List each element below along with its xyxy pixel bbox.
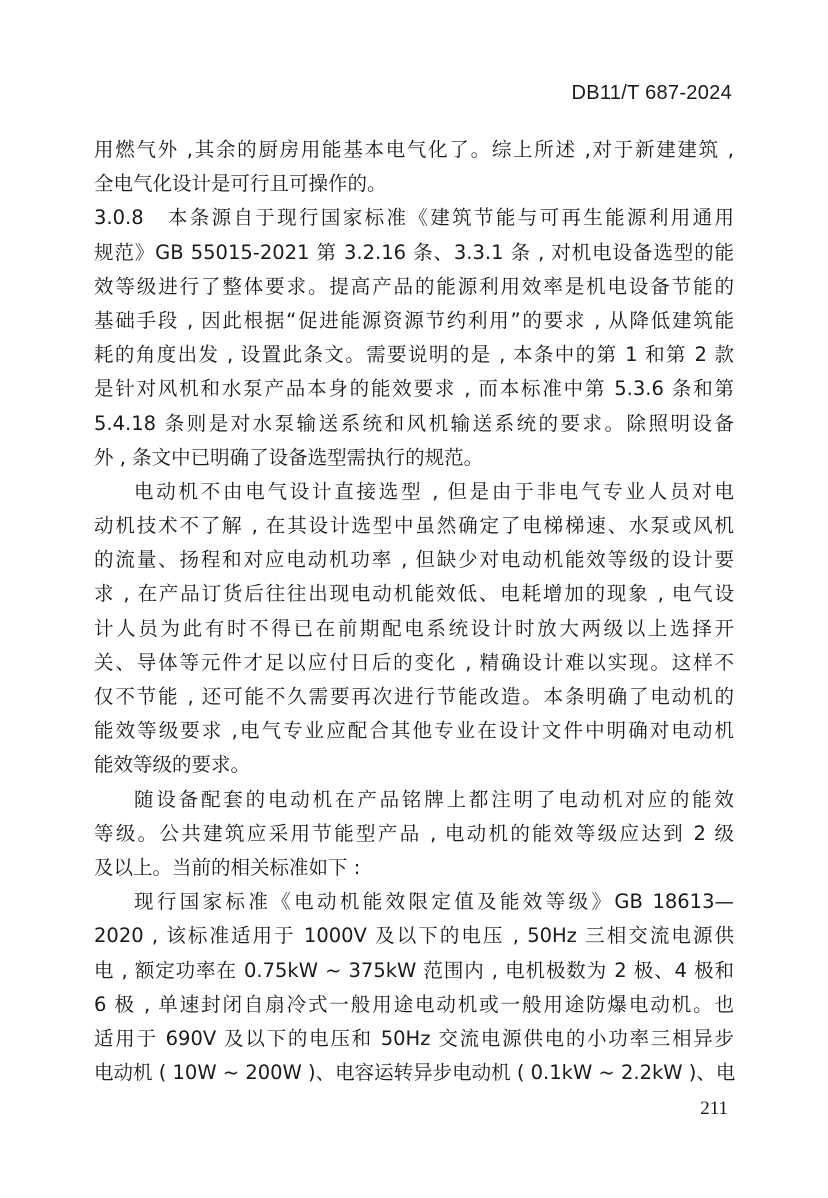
text-line: 等级。公共建筑应采用节能型产品 , 电动机的能效等级应达到 2 级 bbox=[94, 821, 734, 845]
text-line: 效等级进行了整体要求。提高产品的能源利用效率是机电设备节能的 bbox=[94, 274, 734, 298]
text-line: 的流量、扬程和对应电动机功率 , 但缺少对电动机能效等级的设计要 bbox=[94, 548, 734, 572]
text-line: 外 , 条文中已明确了设备选型需执行的规范。 bbox=[94, 445, 484, 469]
text-line: 能效等级的要求。 bbox=[94, 753, 251, 777]
text-line: 关、导体等元件才足以应付日后的变化 , 精确设计难以实现。这样不 bbox=[94, 650, 734, 674]
text-line: 电动机 ( 10W ~ 200W )、电容运转异步电动机 ( 0.1kW ~ 2.2kW )、电 bbox=[94, 1061, 736, 1085]
text-line: 全电气化设计是可行且可操作的。 bbox=[94, 172, 387, 196]
text-line: 适用于 690V 及以下的电压和 50Hz 交流电源供电的小功率三相异步 bbox=[94, 1026, 734, 1050]
text-line: 计人员为此有时不得已在前期配电系统设计时放大两级以上选择开 bbox=[94, 616, 734, 640]
text-line: 基础手段 , 因此根据“促进能源资源节约利用”的要求 , 从降低建筑能 bbox=[94, 308, 734, 332]
clause-heading-line: 3.0.8 本条源自于现行国家标准《建筑节能与可再生能源利用通用 bbox=[94, 206, 734, 230]
text-line: 耗的角度出发 , 设置此条文。需要说明的是 , 本条中的第 1 和第 2 款 bbox=[94, 343, 734, 367]
text-line: 用燃气外 ,其余的厨房用能基本电气化了。综上所述 ,对于新建建筑 , bbox=[94, 138, 734, 161]
body-text bbox=[94, 133, 734, 1090]
paragraph-start-line: 随设备配套的电动机在产品铭牌上都注明了电动机对应的能效 bbox=[134, 787, 734, 811]
text-line: 电 , 额定功率在 0.75kW ~ 375kW 范围内 , 电机极数为 2 极、4 极和 bbox=[94, 958, 734, 982]
text-line: 能效等级要求 ,电气专业应配合其他专业在设计文件中明确对电动机 bbox=[94, 719, 734, 743]
text-line: 仅不节能 , 还可能不久需要再次进行节能改造。本条明确了电动机的 bbox=[94, 685, 734, 708]
text-line: 是针对风机和水泵产品本身的能效要求 , 而本标准中第 5.3.6 条和第 bbox=[94, 377, 734, 401]
text-line: 动机技术不了解 , 在其设计选型中虽然确定了电梯梯速、水泵或风机 bbox=[94, 514, 734, 538]
text-line: 规范》GB 55015-2021 第 3.2.16 条、3.3.1 条 , 对机电设备选型的能 bbox=[94, 240, 734, 264]
text-line: 求 , 在产品订货后往往出现电动机能效低、电耗增加的现象 , 电气设 bbox=[94, 582, 734, 606]
text-line: 5.4.18 条则是对水泵输送系统和风机输送系统的要求。除照明设备 bbox=[94, 411, 734, 435]
standard-code-header: DB11/T 687-2024 bbox=[571, 82, 732, 104]
page-number: 211 bbox=[700, 1098, 728, 1119]
paragraph-start-line: 现行国家标准《电动机能效限定值及能效等级》GB 18613— bbox=[134, 890, 734, 914]
text-line: 2020 , 该标准适用于 1000V 及以下的电压 , 50Hz 三相交流电源供 bbox=[94, 924, 734, 948]
text-line: 及以上。当前的相关标准如下 : bbox=[94, 855, 361, 879]
text-line: 6 极 , 单速封闭自扇冷式一般用途电动机或一般用途防爆电动机。也 bbox=[94, 992, 734, 1016]
paragraph-start-line: 电动机不由电气设计直接选型 , 但是由于非电气专业人员对电 bbox=[134, 479, 734, 503]
